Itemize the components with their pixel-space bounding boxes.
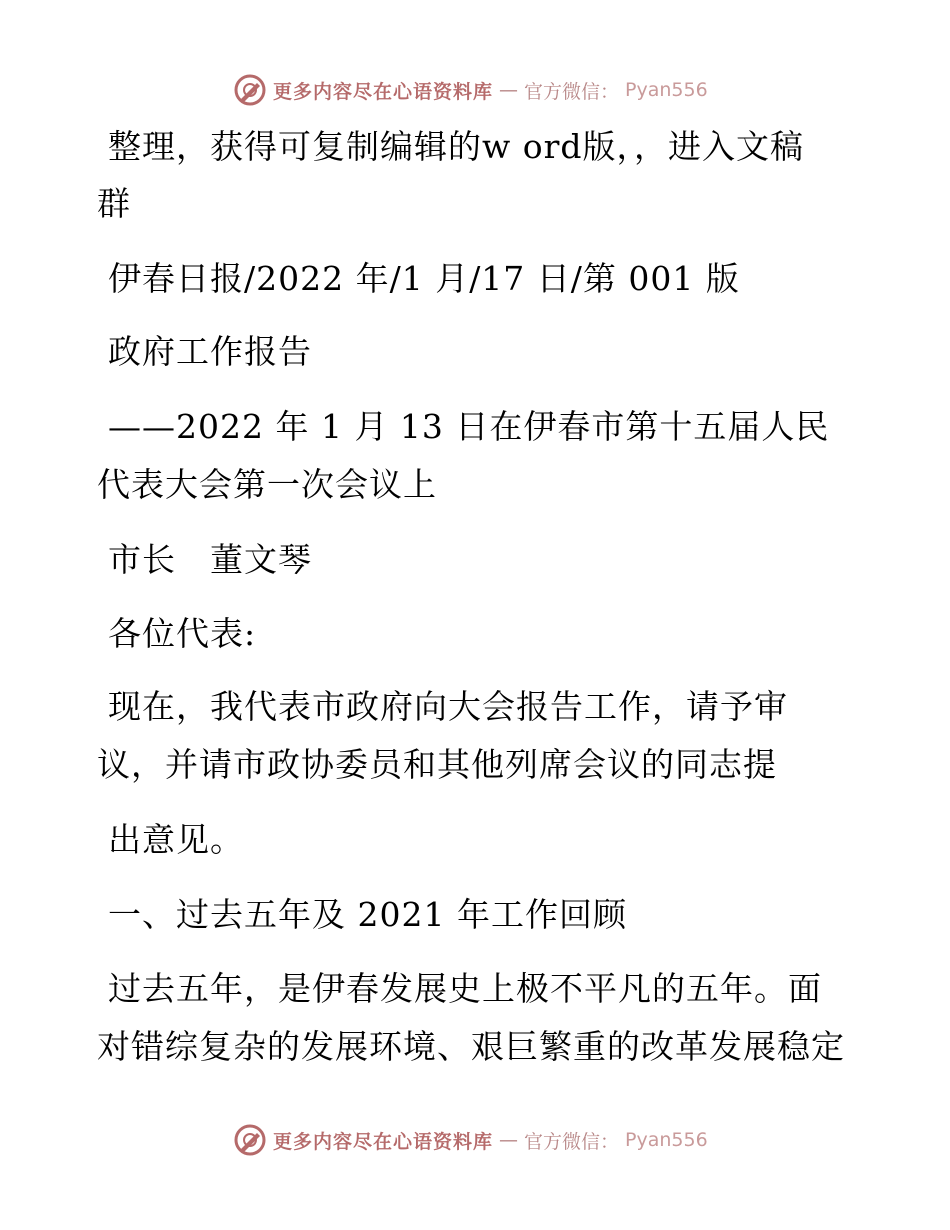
text-line-9: 现在，我代表市政府向大会报告工作，请予审 [108,687,788,726]
watermark-id: Pyan556 [625,79,708,101]
logo-icon [233,73,267,107]
text-line-6: 代表大会第一次会议上 [97,465,437,504]
watermark-sub-text: 官方微信： [524,80,620,103]
watermark-dash: — [499,1129,519,1151]
text-line-13: 过去五年，是伊春发展史上极不平凡的五年。面 [108,969,822,1008]
watermark-main-text: 更多内容尽在心语资料库 [273,1130,494,1153]
text-line-11: 出意见。 [108,820,244,859]
text-line-5: ——2022 年 1 月 13 日在伊春市第十五届人民 [108,407,830,446]
text-line-10: 议，并请市政协委员和其他列席会议的同志提 [97,745,777,784]
logo-icon [233,1123,267,1157]
watermark-sub-text: 官方微信： [524,1130,620,1153]
text-line-12: 一、过去五年及 2021 年工作回顾 [108,895,627,934]
text-line-3: 伊春日报/2022 年/1 月/17 日/第 001 版 [108,259,740,298]
text-line-2: 群 [97,184,131,223]
watermark-header [233,72,708,108]
watermark-footer [233,1122,708,1158]
text-line-7: 市长 董文琴 [108,540,312,579]
watermark-main-text: 更多内容尽在心语资料库 [273,80,494,103]
text-line-1: 整理，获得可复制编辑的w ord版，，进入文稿 [108,127,805,166]
text-line-8: 各位代表: [108,614,257,653]
text-line-4: 政府工作报告 [108,332,312,371]
watermark-dash: — [499,79,519,101]
text-line-14: 对错综复杂的发展环境、艰巨繁重的改革发展稳定 [97,1027,845,1066]
watermark-id: Pyan556 [625,1129,708,1151]
